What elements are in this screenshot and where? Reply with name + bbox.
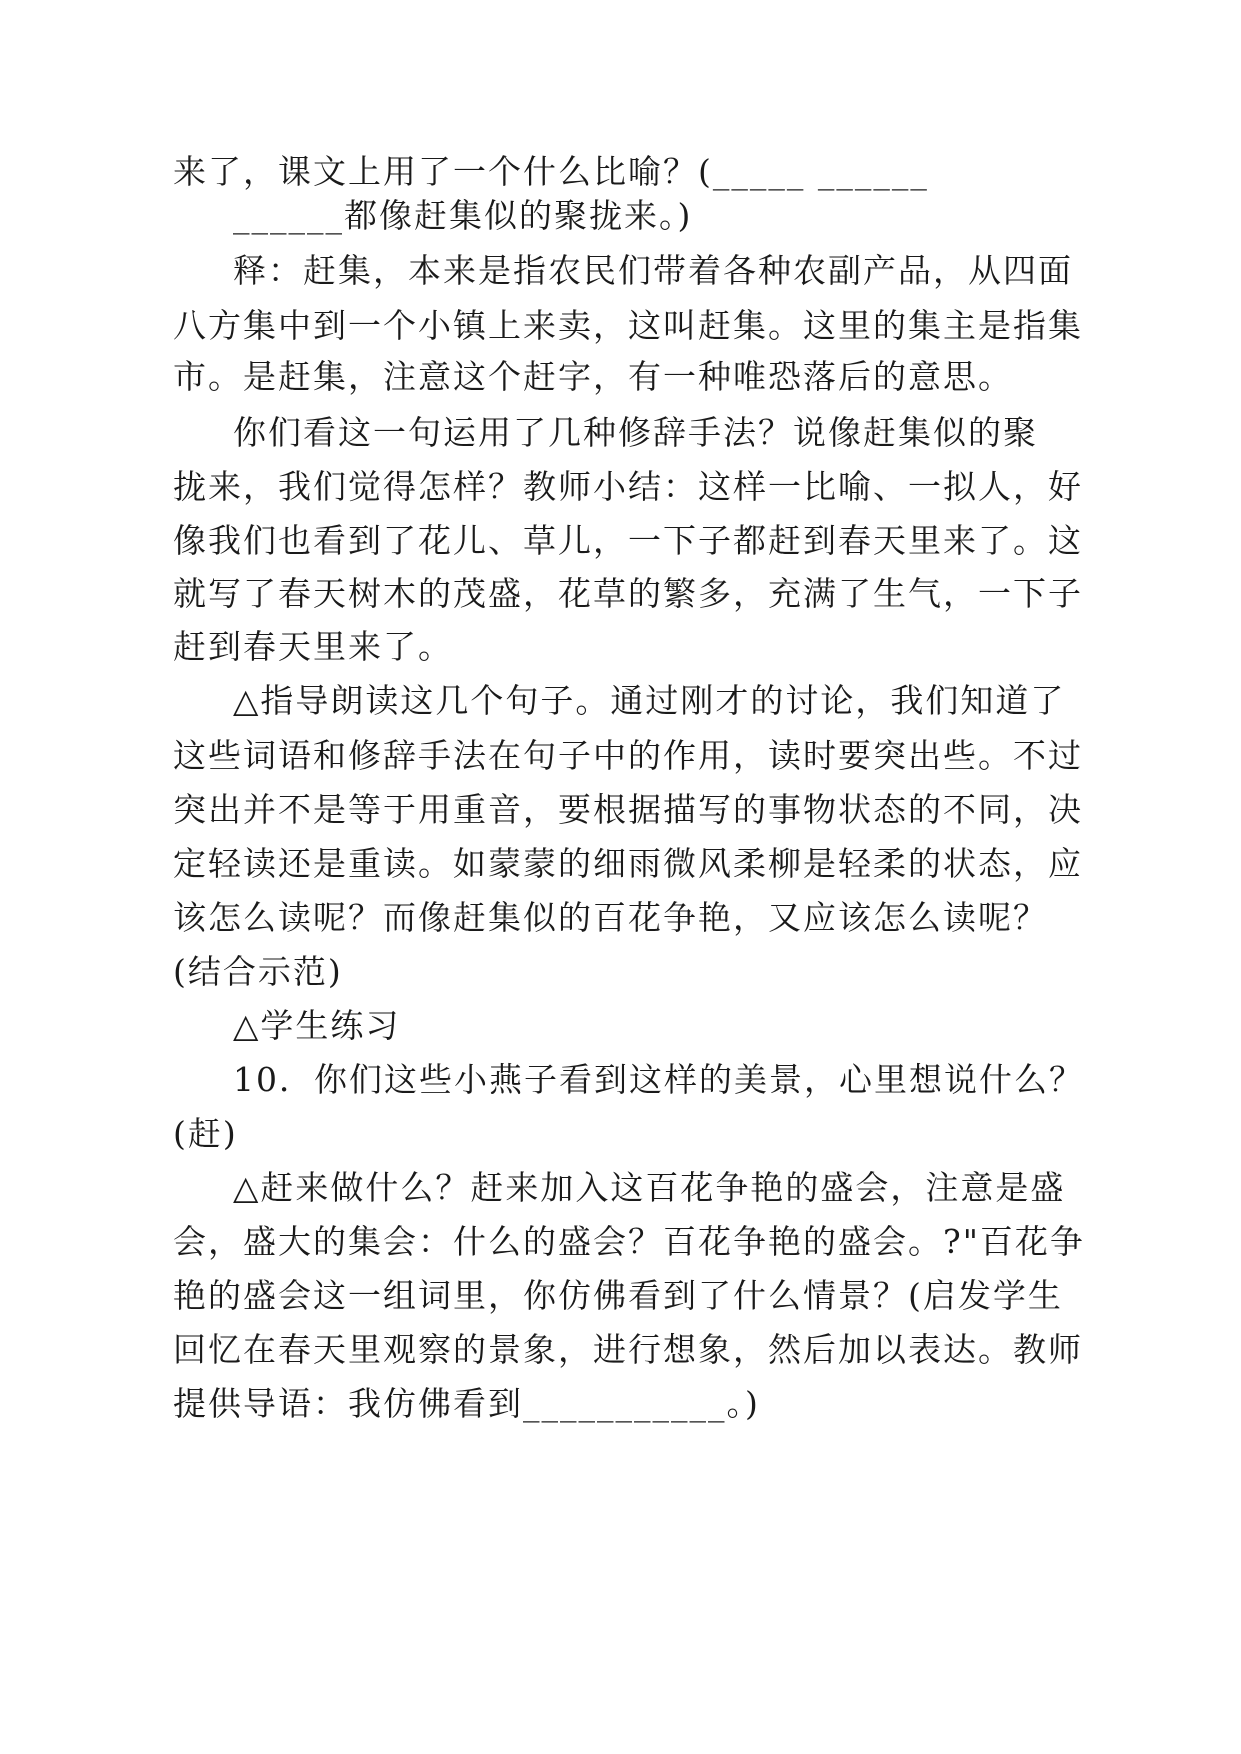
text-line: 突出并不是等于用重音，要根据描写的事物状态的不同，决 <box>173 790 1083 829</box>
text-line: ______都像赶集似的聚拢来。) <box>233 196 693 235</box>
text-line: 该怎么读呢？而像赶集似的百花争艳，又应该怎么读呢？ <box>173 898 1048 937</box>
text-line: 回忆在春天里观察的景象，进行想象，然后加以表达。教师 <box>173 1330 1083 1369</box>
text-line: △学生练习 <box>233 1006 401 1045</box>
text-line: 提供导语：我仿佛看到___________。) <box>173 1384 760 1423</box>
text-line: 定轻读还是重读。如蒙蒙的细雨微风柔柳是轻柔的状态，应 <box>173 844 1083 883</box>
text-line: (赶) <box>173 1114 238 1153</box>
text-line: 这些词语和修辞手法在句子中的作用，读时要突出些。不过 <box>173 736 1083 775</box>
text-line: 10．你们这些小燕子看到这样的美景，心里想说什么？ <box>233 1060 1084 1099</box>
text-line: 拢来，我们觉得怎样？教师小结：这样一比喻、一拟人，好 <box>173 467 1083 506</box>
text-line: 会，盛大的集会：什么的盛会？百花争艳的盛会。?"百花争 <box>173 1222 1085 1261</box>
text-line: 来了，课文上用了一个什么比喻？(_____ ______ <box>173 152 929 191</box>
text-line: 八方集中到一个小镇上来卖，这叫赶集。这里的集主是指集 <box>173 306 1083 345</box>
text-line: 赶到春天里来了。 <box>173 627 453 666</box>
text-line: 释：赶集，本来是指农民们带着各种农副产品，从四面 <box>233 251 1073 290</box>
text-line: △赶来做什么？赶来加入这百花争艳的盛会，注意是盛 <box>233 1168 1066 1207</box>
text-line: 艳的盛会这一组词里，你仿佛看到了什么情景？(启发学生 <box>173 1276 1063 1315</box>
text-line: 你们看这一句运用了几种修辞手法？说像赶集似的聚 <box>233 413 1038 452</box>
text-line: 市。是赶集，注意这个赶字，有一种唯恐落后的意思。 <box>173 357 1013 396</box>
text-line: (结合示范) <box>173 952 343 991</box>
text-line: △指导朗读这几个句子。通过刚才的讨论，我们知道了 <box>233 681 1066 720</box>
text-line: 像我们也看到了花儿、草儿，一下子都赶到春天里来了。这 <box>173 521 1083 560</box>
text-line: 就写了春天树木的茂盛，花草的繁多，充满了生气，一下子 <box>173 574 1083 613</box>
